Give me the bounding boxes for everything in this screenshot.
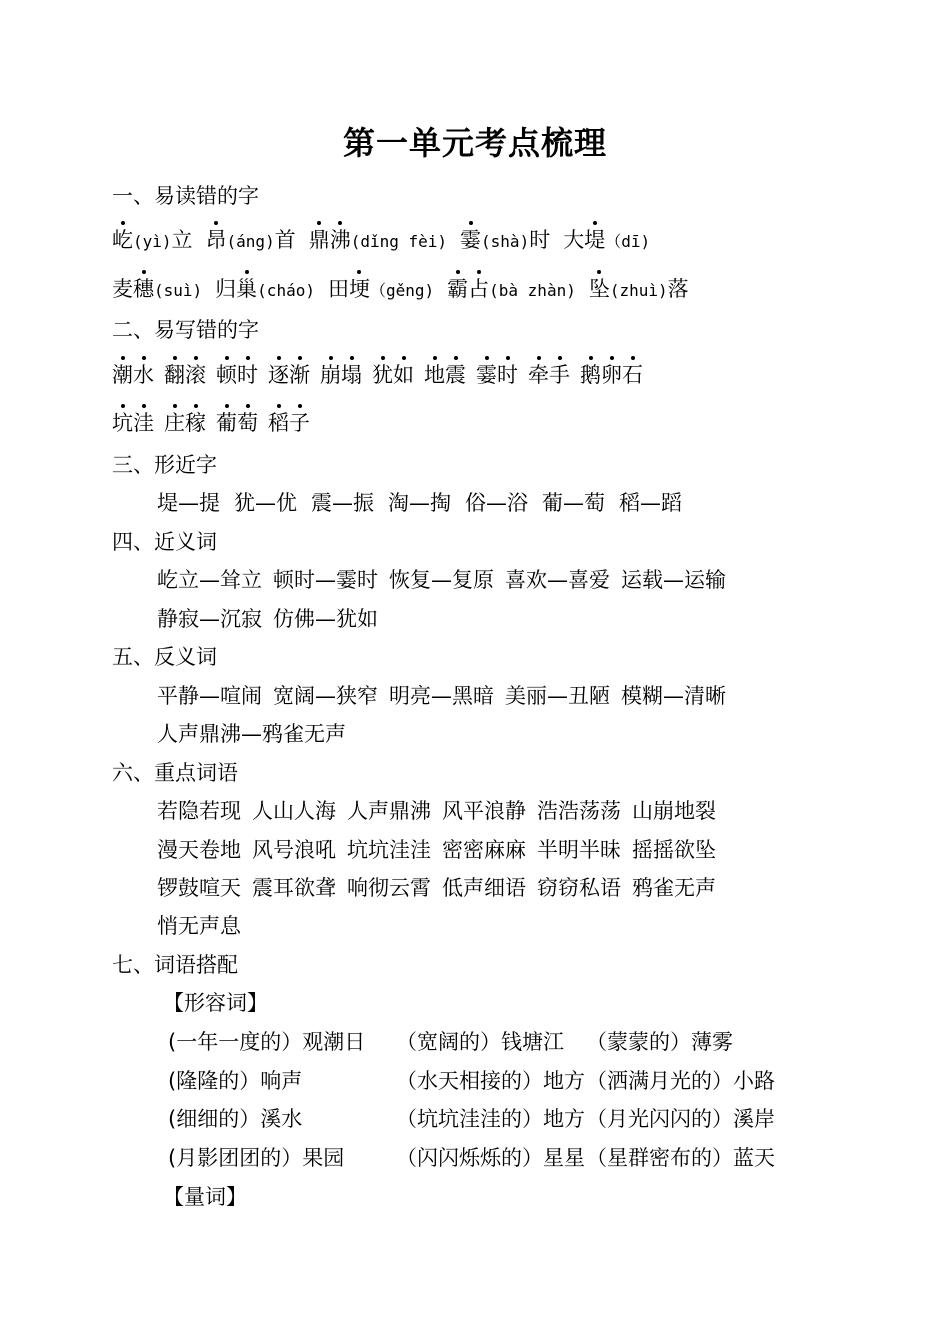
pinyin-entry <box>589 279 689 300</box>
dotted-chars <box>460 228 481 252</box>
pinyin-entry <box>563 230 650 251</box>
s6-line1 <box>157 801 727 822</box>
dotted-chars <box>133 277 154 301</box>
key-phrase: 山崩地裂 <box>632 799 716 823</box>
dotted-char: 屹 <box>112 228 133 252</box>
pinyin: (suì) <box>154 281 203 300</box>
pinyin: (cháo) <box>257 281 315 300</box>
antonym-pair: 美丽—丑陋 <box>505 684 610 708</box>
synonym-pair: 静寂—沉寂 <box>157 607 262 631</box>
dotted-char: 时 <box>497 363 518 387</box>
collocation-item: （水天相接的）地方 <box>396 1069 585 1093</box>
dotted-word <box>112 365 154 386</box>
s1-line1 <box>112 230 663 251</box>
key-phrase: 低声细语 <box>442 876 526 900</box>
key-phrase: 窃窃私语 <box>537 876 621 900</box>
antonym-pair: 人声鼎沸—鸦雀无声 <box>157 722 346 746</box>
similar-char-pair: 淘—掏 <box>388 491 451 515</box>
collocation-item: (一年一度的）观潮日 <box>168 1030 366 1054</box>
dotted-char: 水 <box>133 363 154 387</box>
dotted-char: 如 <box>393 363 414 387</box>
pinyin-entry <box>112 230 193 251</box>
entry-suffix: 时 <box>529 228 551 252</box>
measure-word-label: 【量词】 <box>163 1185 247 1209</box>
collocation-item: (月影团团的）果园 <box>168 1146 345 1170</box>
s2-line2 <box>112 413 320 434</box>
antonym-pair: 明亮—黑暗 <box>389 684 494 708</box>
dotted-chars <box>584 228 605 252</box>
collocation-item: （坑坑洼洼的）地方 <box>396 1107 585 1131</box>
pinyin-entry <box>309 230 447 251</box>
dotted-word <box>112 413 154 434</box>
antonym-pair: 平静—喧闹 <box>157 684 262 708</box>
key-phrase: 响彻云霄 <box>347 876 431 900</box>
synonym-pair: 顿时—霎时 <box>273 568 378 592</box>
s6-line4 <box>157 916 252 937</box>
synonym-pair: 屹立—耸立 <box>157 568 262 592</box>
dotted-word <box>164 413 206 434</box>
dotted-char: 鼎 <box>308 228 330 252</box>
section-heading-5: 五、反义词 <box>112 645 217 669</box>
key-phrase: 锣鼓喧天 <box>157 876 241 900</box>
entry-prefix: 麦 <box>112 277 133 301</box>
s5-line2 <box>157 724 357 745</box>
s2-line1 <box>112 365 653 386</box>
dotted-word <box>372 365 414 386</box>
dotted-char: 鹅 <box>580 363 601 387</box>
similar-char-pair: 稻—蹈 <box>619 491 682 515</box>
dotted-chars <box>589 277 610 301</box>
dotted-char: 沸 <box>329 228 351 252</box>
entry-prefix: 田 <box>327 277 349 301</box>
dotted-word <box>580 365 643 386</box>
key-phrase: 鸦雀无声 <box>632 876 716 900</box>
collocation-item: （宽阔的）钱塘江 <box>396 1030 564 1054</box>
entry-prefix: 归 <box>215 277 237 301</box>
similar-char-pair: 犹—优 <box>234 491 297 515</box>
collocation-item: (细细的）溪水 <box>168 1107 303 1131</box>
similar-char-pair: 震—振 <box>311 491 374 515</box>
dotted-word <box>320 365 362 386</box>
section-heading-3: 三、形近字 <box>112 453 217 477</box>
dotted-char: 手 <box>549 363 570 387</box>
dotted-char: 顿 <box>216 363 237 387</box>
dotted-char: 滚 <box>185 363 206 387</box>
key-phrase: 漫天卷地 <box>157 838 241 862</box>
synonym-pair: 运载—运输 <box>621 568 726 592</box>
similar-char-pair: 俗—浴 <box>465 491 528 515</box>
key-phrase: 风平浪静 <box>442 799 526 823</box>
s6-line3 <box>157 878 727 899</box>
dotted-chars <box>236 277 257 301</box>
dotted-char: 震 <box>445 363 466 387</box>
dotted-word <box>476 365 518 386</box>
collocation-item: （闪闪烁烁的）星星 <box>396 1146 585 1170</box>
key-phrase: 若隐若现 <box>157 799 241 823</box>
dotted-word <box>268 365 310 386</box>
dotted-char: 坠 <box>588 277 610 301</box>
entry-suffix: 落 <box>667 277 689 301</box>
dotted-char: 塌 <box>341 363 362 387</box>
key-phrase: 浩浩荡荡 <box>537 799 621 823</box>
dotted-char: 潮 <box>112 363 133 387</box>
collocation-item: （蒙蒙的）薄雾 <box>586 1030 733 1054</box>
page-title: 第一单元考点梳理 <box>342 124 607 162</box>
dotted-char: 石 <box>622 363 643 387</box>
key-phrase: 坑坑洼洼 <box>347 838 431 862</box>
pinyin: （gěng) <box>369 281 435 300</box>
dotted-word <box>164 365 206 386</box>
key-phrase: 震耳欲聋 <box>252 876 336 900</box>
dotted-char: 渐 <box>289 363 310 387</box>
s1-line2 <box>112 279 702 300</box>
key-phrase: 人山人海 <box>252 799 336 823</box>
pinyin: (shà) <box>481 232 530 251</box>
antonym-pair: 模糊—清晰 <box>621 684 726 708</box>
dotted-char: 庄 <box>164 411 185 435</box>
collocation-item: （洒满月光的）小路 <box>586 1069 775 1093</box>
entry-prefix: 大 <box>563 228 585 252</box>
similar-char-pair: 堤—提 <box>157 491 220 515</box>
key-phrase: 悄无声息 <box>157 914 241 938</box>
dotted-char: 稼 <box>185 411 206 435</box>
pinyin: （dī) <box>605 232 651 251</box>
dotted-char: 犹 <box>372 363 393 387</box>
dotted-chars <box>309 228 351 252</box>
dotted-char: 萄 <box>237 411 258 435</box>
pinyin-entry <box>328 279 434 300</box>
dotted-char: 霎 <box>460 228 482 252</box>
dotted-word <box>216 413 258 434</box>
dotted-char: 牵 <box>528 363 549 387</box>
dotted-char: 穗 <box>133 277 154 301</box>
synonym-pair: 恢复—复原 <box>389 568 494 592</box>
pinyin-entry <box>215 279 315 300</box>
dotted-word <box>424 365 466 386</box>
dotted-char: 霎 <box>476 363 497 387</box>
dotted-char: 葡 <box>216 411 237 435</box>
dotted-word <box>216 365 258 386</box>
entry-suffix: 首 <box>274 228 296 252</box>
adjective-label: 【形容词】 <box>163 991 268 1015</box>
dotted-chars <box>112 228 133 252</box>
dotted-word <box>528 365 570 386</box>
dotted-word <box>268 413 310 434</box>
s4-line1 <box>157 570 737 591</box>
key-phrase: 摇摇欲坠 <box>632 838 716 862</box>
dotted-char: 堤 <box>584 228 606 252</box>
synonym-pair: 喜欢—喜爱 <box>505 568 610 592</box>
section-heading-4: 四、近义词 <box>112 530 217 554</box>
pinyin: (bà zhàn) <box>489 281 576 300</box>
dotted-char: 翻 <box>164 363 185 387</box>
dotted-chars <box>206 228 227 252</box>
collocation-item: （月光闪闪的）溪岸 <box>586 1107 775 1131</box>
pinyin-entry <box>460 230 550 251</box>
section-heading-7: 七、词语搭配 <box>112 953 238 977</box>
dotted-chars <box>447 277 489 301</box>
dotted-char: 稻 <box>268 411 289 435</box>
dotted-char: 坑 <box>112 411 133 435</box>
dotted-char: 崩 <box>320 363 341 387</box>
dotted-chars <box>349 277 370 301</box>
collocation-item: （星群密布的）蓝天 <box>586 1146 775 1170</box>
dotted-char: 子 <box>289 411 310 435</box>
dotted-char: 巢 <box>236 277 258 301</box>
dotted-char: 埂 <box>348 277 370 301</box>
s4-line2 <box>157 609 389 630</box>
section-heading-2: 二、易写错的字 <box>112 318 259 342</box>
collocation-item: (隆隆的）响声 <box>168 1069 303 1093</box>
synonym-pair: 仿佛—犹如 <box>273 607 378 631</box>
pinyin: (áng) <box>226 232 275 251</box>
s6-line2 <box>157 840 727 861</box>
s5-line1 <box>157 686 737 707</box>
s3-line1 <box>157 493 696 514</box>
entry-suffix: 立 <box>171 228 193 252</box>
dotted-char: 占 <box>468 277 490 301</box>
pinyin: (zhuì) <box>609 281 668 300</box>
pinyin: (dǐng fèi) <box>350 232 448 251</box>
key-phrase: 密密麻麻 <box>442 838 526 862</box>
key-phrase: 人声鼎沸 <box>347 799 431 823</box>
antonym-pair: 宽阔—狭窄 <box>273 684 378 708</box>
section-heading-6: 六、重点词语 <box>112 761 238 785</box>
dotted-char: 时 <box>237 363 258 387</box>
pinyin-entry <box>112 279 202 300</box>
dotted-char: 洼 <box>133 411 154 435</box>
key-phrase: 半明半昧 <box>537 838 621 862</box>
pinyin: (yì) <box>133 232 172 251</box>
key-phrase: 风号浪吼 <box>252 838 336 862</box>
dotted-char: 卵 <box>601 363 622 387</box>
dotted-char: 昂 <box>205 228 227 252</box>
pinyin-entry <box>447 279 576 300</box>
dotted-char: 逐 <box>268 363 289 387</box>
section-heading-1: 一、易读错的字 <box>112 184 259 208</box>
dotted-char: 霸 <box>447 277 469 301</box>
pinyin-entry <box>206 230 296 251</box>
dotted-char: 地 <box>424 363 445 387</box>
similar-char-pair: 葡—萄 <box>542 491 605 515</box>
